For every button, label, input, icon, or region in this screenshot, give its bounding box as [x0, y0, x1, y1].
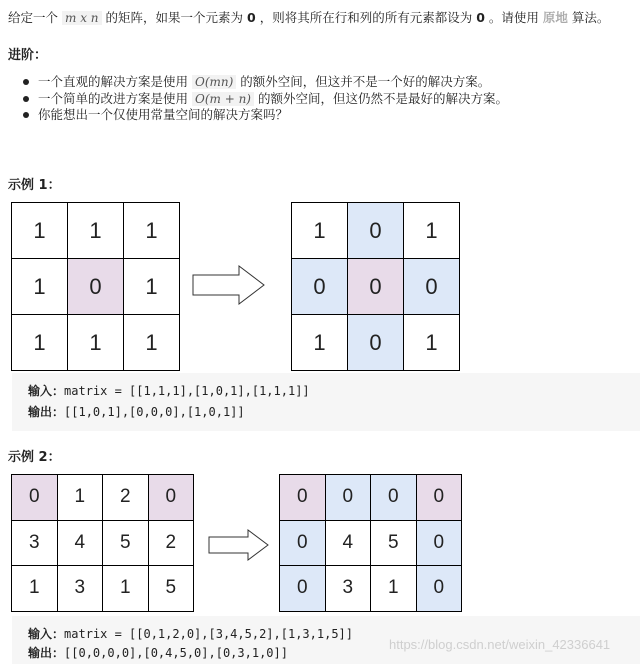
grid-cell: 1 [124, 259, 180, 315]
example-1-code [12, 373, 640, 431]
example-2-input-grid [11, 474, 194, 612]
intro-text-3: ，则将其所在行和列的所有元素都设为 [259, 10, 473, 25]
output-label: 输出： [28, 646, 65, 660]
intro-text-2: 的矩阵，如果一个元素为 [105, 10, 244, 25]
grid-cell: 3 [325, 566, 371, 612]
grid-cell: 1 [12, 259, 68, 315]
grid-cell: 3 [12, 520, 58, 566]
problem-statement [8, 10, 609, 26]
grid-cell-zero: 0 [416, 475, 462, 521]
grid-cell: 1 [12, 203, 68, 259]
output-label: 输出： [28, 405, 65, 419]
input-label: 输入： [28, 627, 65, 641]
transform-arrow-icon [208, 528, 270, 562]
grid-cell: 1 [404, 203, 460, 259]
bullet-icon [23, 96, 29, 102]
grid-cell: 4 [57, 520, 103, 566]
grid-cell-zeroed: 0 [280, 566, 326, 612]
grid-cell: 5 [103, 520, 149, 566]
grid-cell-zeroed: 0 [292, 259, 348, 315]
example-1-title: 示例 1： [8, 178, 61, 193]
advanced-item-pre: 一个直观的解决方案是使用 [38, 74, 189, 89]
complexity-code: O(m + n) [192, 92, 254, 106]
grid-cell-zeroed: 0 [348, 315, 404, 371]
advanced-item-post: 的额外空间，但这并不是一个好的解决方案。 [240, 74, 491, 89]
grid-cell: 1 [12, 315, 68, 371]
grid-cell: 1 [68, 203, 124, 259]
zero-value-2: 0 [476, 10, 485, 25]
grid-cell: 1 [371, 566, 417, 612]
grid-cell: 1 [68, 315, 124, 371]
output-value: [[0,0,0,0],[0,4,5,0],[0,3,1,0]] [64, 646, 288, 660]
advanced-item-pre: 你能想出一个仅使用常量空间的解决方案吗？ [38, 107, 289, 122]
grid-cell: 1 [404, 315, 460, 371]
grid-cell: 1 [12, 566, 58, 612]
advanced-item-pre: 一个简单的改进方案是使用 [38, 90, 189, 106]
grid-cell-zeroed: 0 [416, 566, 462, 612]
zero-value: 0 [247, 10, 256, 25]
example-2-title: 示例 2： [8, 450, 61, 465]
output-value: [[1,0,1],[0,0,0],[1,0,1]] [64, 405, 245, 419]
grid-cell: 2 [103, 475, 149, 521]
bullet-icon [23, 112, 29, 118]
advanced-heading: 进阶： [8, 48, 48, 63]
example-1-output-grid [291, 202, 460, 371]
bullet-icon [23, 79, 29, 85]
grid-cell-zeroed: 0 [325, 475, 371, 521]
intro-text-4: 。请使用 [488, 10, 539, 25]
grid-cell: 1 [124, 203, 180, 259]
inplace-term: 原地 [542, 10, 568, 25]
grid-cell: 2 [148, 520, 194, 566]
grid-cell: 5 [371, 520, 417, 566]
grid-cell-zeroed: 0 [404, 259, 460, 315]
advanced-item [0, 74, 508, 91]
grid-cell-zero: 0 [68, 259, 124, 315]
advanced-item [0, 107, 508, 124]
grid-cell-zero: 0 [280, 475, 326, 521]
grid-cell: 1 [57, 475, 103, 521]
advanced-list [0, 74, 508, 124]
example-2-output-grid [279, 474, 462, 612]
complexity-code: O(mn) [192, 75, 236, 89]
grid-cell-zeroed: 0 [371, 475, 417, 521]
input-value: matrix = [[1,1,1],[1,0,1],[1,1,1]] [64, 384, 310, 398]
watermark: https://blog.csdn.net/weixin_42336641 [389, 637, 611, 652]
example-1-input-grid [11, 202, 180, 371]
grid-cell: 5 [148, 566, 194, 612]
grid-cell: 1 [103, 566, 149, 612]
grid-cell: 1 [292, 315, 348, 371]
advanced-item-post: 的额外空间，但这仍然不是最好的解决方案。 [257, 90, 508, 106]
input-value: matrix = [[0,1,2,0],[3,4,5,2],[1,3,1,5]] [64, 627, 353, 641]
grid-cell-zeroed: 0 [280, 520, 326, 566]
grid-cell: 1 [124, 315, 180, 371]
grid-cell: 1 [292, 203, 348, 259]
grid-cell: 3 [57, 566, 103, 612]
advanced-item [0, 91, 508, 108]
grid-cell: 4 [325, 520, 371, 566]
intro-text-1: 给定一个 [8, 10, 59, 25]
grid-cell-zero: 0 [348, 259, 404, 315]
input-label: 输入： [28, 384, 65, 398]
intro-text-5: 算法。 [571, 10, 610, 25]
dims-code: m x n [62, 11, 102, 25]
grid-cell-zero: 0 [12, 475, 58, 521]
transform-arrow-icon [192, 264, 266, 306]
grid-cell-zeroed: 0 [348, 203, 404, 259]
grid-cell-zero: 0 [148, 475, 194, 521]
grid-cell-zeroed: 0 [416, 520, 462, 566]
